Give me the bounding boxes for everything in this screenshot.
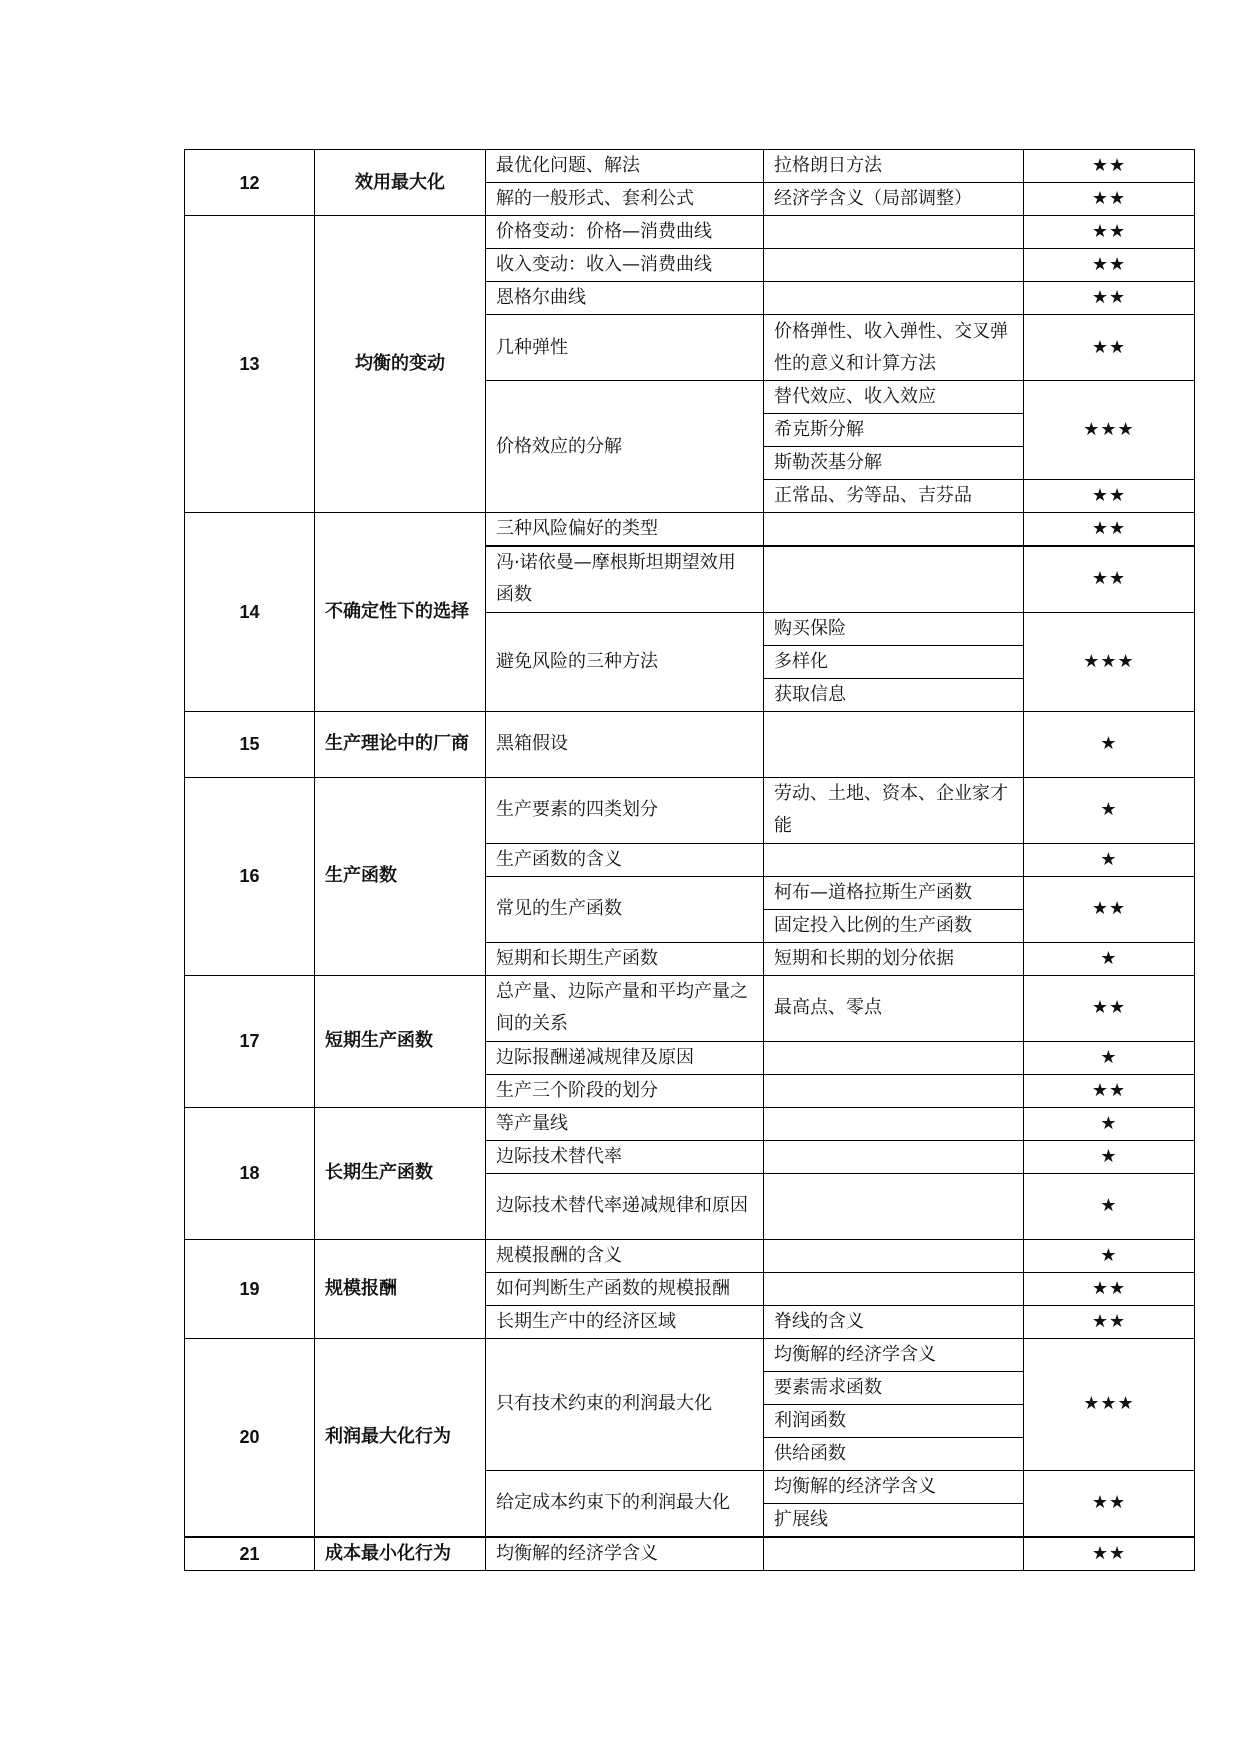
table-row [185,150,1195,183]
star-rating: ★★ [1024,249,1195,282]
detail-cell: 价格弹性、收入弹性、交叉弹性的意义和计算方法 [764,315,1024,381]
row-number: 18 [185,1107,315,1239]
detail-cell: 利润函数 [764,1404,1024,1437]
point-cell: 均衡解的经济学含义 [486,1537,764,1571]
detail-cell: 购买保险 [764,612,1024,645]
detail-cell: 劳动、土地、资本、企业家才能 [764,777,1024,843]
star-rating: ★★ [1024,150,1195,183]
star-rating: ★★★ [1024,1338,1195,1470]
row-number: 14 [185,513,315,712]
star-rating: ★★ [1024,975,1195,1041]
point-cell: 短期和长期生产函数 [486,942,764,975]
star-rating: ★★ [1024,1470,1195,1537]
star-rating: ★★ [1024,282,1195,315]
star-rating: ★ [1024,1041,1195,1074]
detail-cell [764,843,1024,876]
table-row [185,513,1195,547]
detail-cell: 斯勒茨基分解 [764,447,1024,480]
topic-cell: 长期生产函数 [315,1107,486,1239]
star-rating: ★★ [1024,315,1195,381]
star-rating: ★★ [1024,216,1195,249]
topic-cell: 短期生产函数 [315,975,486,1107]
detail-cell [764,1272,1024,1305]
star-rating: ★ [1024,1239,1195,1272]
topic-cell: 生产函数 [315,777,486,975]
detail-cell: 柯布—道格拉斯生产函数 [764,876,1024,909]
detail-cell: 短期和长期的划分依据 [764,942,1024,975]
detail-cell: 多样化 [764,645,1024,678]
topic-cell: 效用最大化 [315,150,486,216]
point-cell: 最优化问题、解法 [486,150,764,183]
point-cell: 等产量线 [486,1107,764,1140]
star-rating: ★★ [1024,546,1195,612]
detail-cell [764,1140,1024,1173]
star-rating: ★★ [1024,1074,1195,1107]
point-cell: 生产三个阶段的划分 [486,1074,764,1107]
detail-cell: 要素需求函数 [764,1371,1024,1404]
point-cell: 收入变动：收入—消费曲线 [486,249,764,282]
detail-cell [764,513,1024,547]
detail-cell: 供给函数 [764,1437,1024,1470]
point-cell: 如何判断生产函数的规模报酬 [486,1272,764,1305]
detail-cell: 正常品、劣等品、吉芬品 [764,480,1024,513]
row-number: 15 [185,711,315,777]
detail-cell [764,1537,1024,1571]
row-number: 17 [185,975,315,1107]
star-rating: ★★ [1024,513,1195,547]
table-row [185,216,1195,249]
topic-cell: 利润最大化行为 [315,1338,486,1537]
detail-cell: 拉格朗日方法 [764,150,1024,183]
point-cell: 恩格尔曲线 [486,282,764,315]
detail-cell [764,546,1024,612]
row-number: 20 [185,1338,315,1537]
point-cell: 常见的生产函数 [486,876,764,942]
star-rating: ★ [1024,1107,1195,1140]
detail-cell: 获取信息 [764,678,1024,711]
row-number: 12 [185,150,315,216]
row-number: 16 [185,777,315,975]
detail-cell: 替代效应、收入效应 [764,381,1024,414]
star-rating: ★★★ [1024,612,1195,711]
star-rating: ★★ [1024,1272,1195,1305]
point-cell: 规模报酬的含义 [486,1239,764,1272]
detail-cell: 固定投入比例的生产函数 [764,909,1024,942]
star-rating: ★★ [1024,1537,1195,1571]
table-row [185,711,1195,777]
detail-cell [764,1041,1024,1074]
row-number: 21 [185,1537,315,1571]
star-rating: ★★★ [1024,381,1195,480]
point-cell: 几种弹性 [486,315,764,381]
detail-cell: 扩展线 [764,1503,1024,1537]
detail-cell: 最高点、零点 [764,975,1024,1041]
topic-cell: 均衡的变动 [315,216,486,513]
detail-cell: 经济学含义（局部调整） [764,183,1024,216]
point-cell: 长期生产中的经济区域 [486,1305,764,1338]
topic-cell: 不确定性下的选择 [315,513,486,712]
table-row [185,1338,1195,1371]
point-cell: 边际技术替代率 [486,1140,764,1173]
syllabus-table [184,149,1195,1571]
detail-cell [764,1239,1024,1272]
point-cell: 只有技术约束的利润最大化 [486,1338,764,1470]
detail-cell: 均衡解的经济学含义 [764,1470,1024,1503]
star-rating: ★ [1024,843,1195,876]
detail-cell [764,282,1024,315]
star-rating: ★★ [1024,876,1195,942]
topic-cell: 成本最小化行为 [315,1537,486,1571]
detail-cell [764,216,1024,249]
table-row [185,975,1195,1041]
row-number: 19 [185,1239,315,1338]
star-rating: ★ [1024,1173,1195,1239]
point-cell: 边际技术替代率递减规律和原因 [486,1173,764,1239]
detail-cell [764,1074,1024,1107]
detail-cell: 均衡解的经济学含义 [764,1338,1024,1371]
point-cell: 三种风险偏好的类型 [486,513,764,547]
star-rating: ★★ [1024,1305,1195,1338]
detail-cell [764,249,1024,282]
topic-cell: 规模报酬 [315,1239,486,1338]
point-cell: 生产函数的含义 [486,843,764,876]
detail-cell [764,1107,1024,1140]
star-rating: ★ [1024,1140,1195,1173]
point-cell: 解的一般形式、套利公式 [486,183,764,216]
point-cell: 冯·诺依曼—摩根斯坦期望效用函数 [486,546,764,612]
table-row [185,1537,1195,1571]
topic-cell: 生产理论中的厂商 [315,711,486,777]
star-rating: ★ [1024,711,1195,777]
detail-cell: 希克斯分解 [764,414,1024,447]
star-rating: ★★ [1024,480,1195,513]
point-cell: 生产要素的四类划分 [486,777,764,843]
point-cell: 避免风险的三种方法 [486,612,764,711]
star-rating: ★ [1024,942,1195,975]
point-cell: 价格变动：价格—消费曲线 [486,216,764,249]
detail-cell [764,711,1024,777]
point-cell: 黑箱假设 [486,711,764,777]
star-rating: ★★ [1024,183,1195,216]
table-row [185,777,1195,843]
row-number: 13 [185,216,315,513]
point-cell: 总产量、边际产量和平均产量之间的关系 [486,975,764,1041]
detail-cell [764,1173,1024,1239]
point-cell: 边际报酬递减规律及原因 [486,1041,764,1074]
star-rating: ★ [1024,777,1195,843]
table-row [185,1107,1195,1140]
table-row [185,1239,1195,1272]
point-cell: 给定成本约束下的利润最大化 [486,1470,764,1537]
point-cell: 价格效应的分解 [486,381,764,513]
detail-cell: 脊线的含义 [764,1305,1024,1338]
